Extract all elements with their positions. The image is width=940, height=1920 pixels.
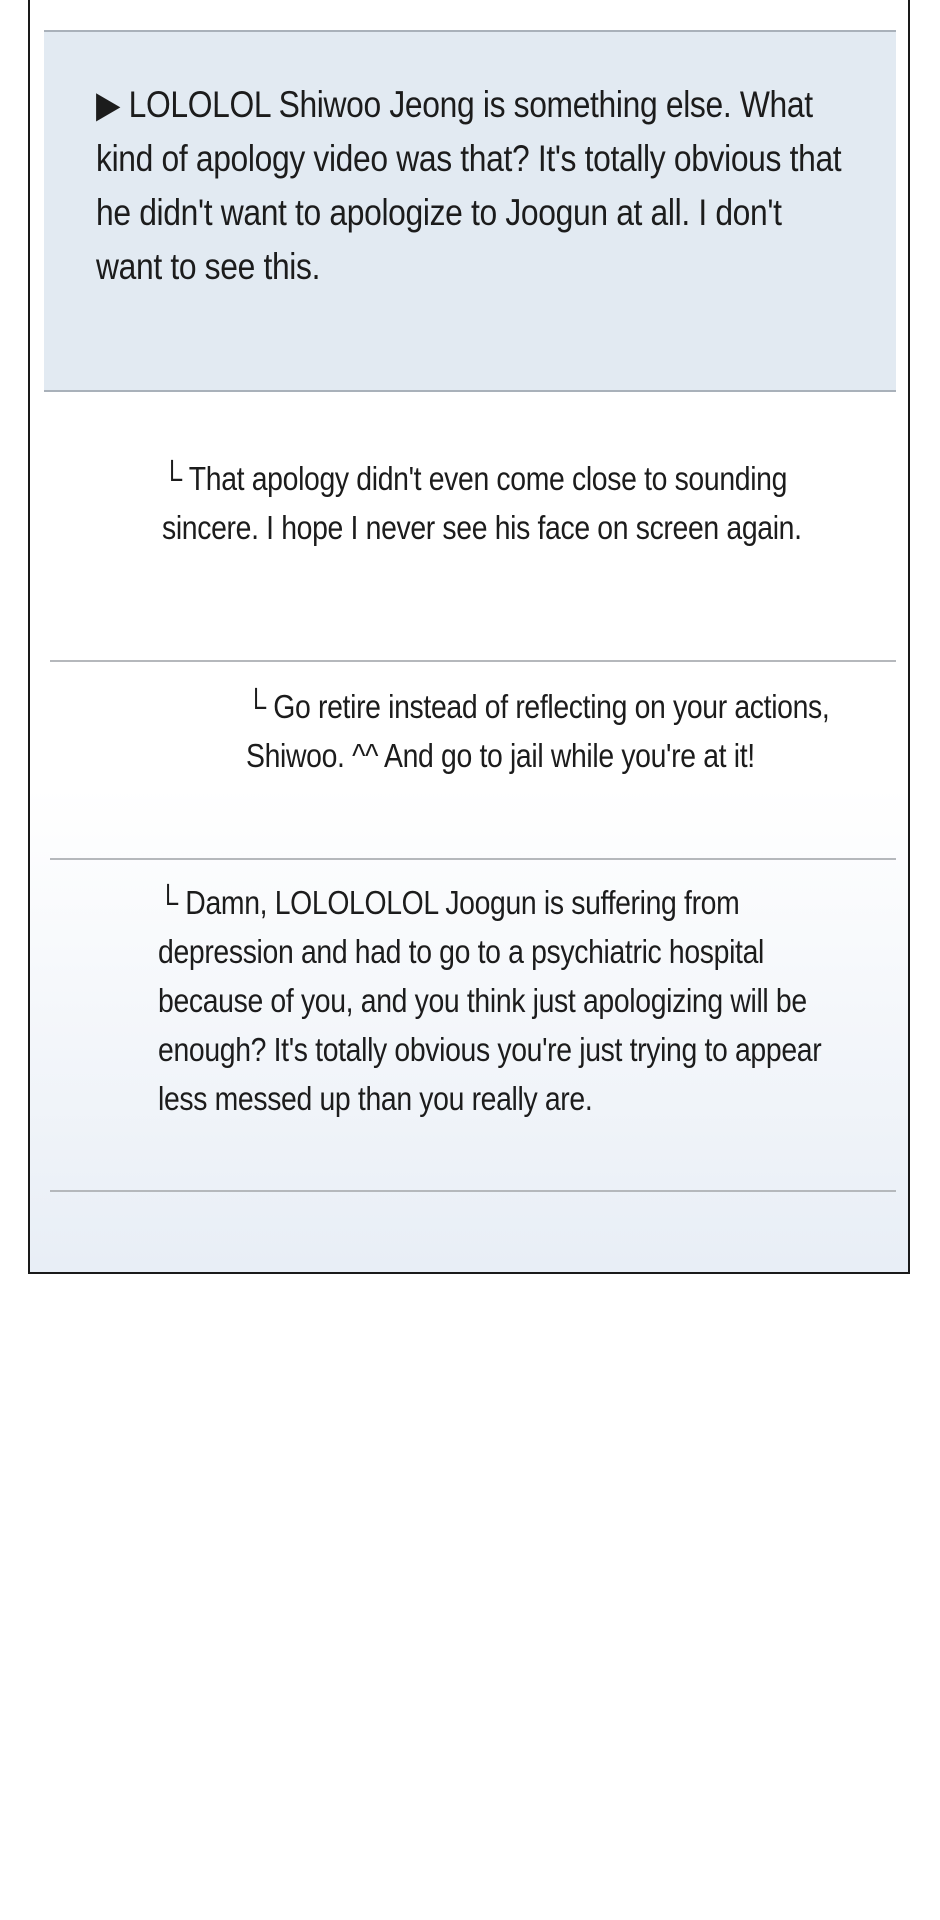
nested-reply-comment	[50, 662, 896, 860]
main-comment	[44, 30, 896, 392]
main-comment-text: ▶ LOLOLOL Shiwoo Jeong is something else. What kind of apology video was that? It's totally obvious that he didn't want to apologize to Joogun at all. I don't want to see this.	[96, 84, 842, 287]
comment-thread-panel	[28, 0, 910, 1274]
reply-comment	[50, 392, 896, 662]
reply-comment-text: └ That apology didn't even come close to sounding sincere. I hope I never see his face on screen again.	[162, 460, 802, 546]
reply-comment	[50, 860, 896, 1192]
nested-reply-comment-text: └ Go retire instead of reflecting on your actions, Shiwoo. ^^ And go to jail while you're at it!	[246, 688, 830, 774]
reply-comment-text: └ Damn, LOLOLOLOL Joogun is suffering from depression and had to go to a psychiatric hospital because of you, and you think just apologizing will be enough? It's totally obvious you're just trying to appear less messed up than you really are.	[158, 884, 822, 1117]
